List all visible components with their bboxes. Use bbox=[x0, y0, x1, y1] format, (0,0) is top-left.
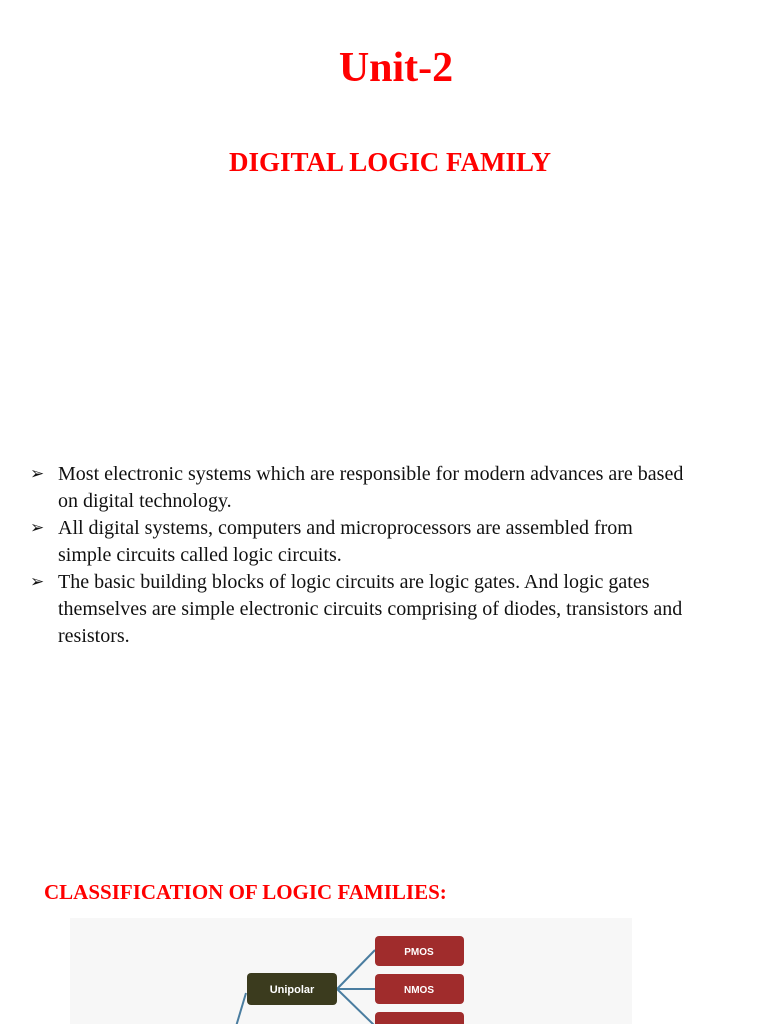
bullet-text: Most electronic systems which are responsible for modern advances are based on digital technology. bbox=[58, 463, 684, 512]
bullet-text: The basic building blocks of logic circuits are logic gates. And logic gates themselves are simple electronic circuits comprising of diodes, transistors and resistors. bbox=[58, 571, 683, 647]
unipolar-label: Unipolar bbox=[269, 984, 315, 996]
page-subtitle: DIGITAL LOGIC FAMILY bbox=[228, 147, 552, 177]
nmos-node bbox=[375, 974, 464, 1004]
classification-diagram bbox=[70, 918, 632, 1024]
connector-root-to-unipolar bbox=[220, 993, 246, 1024]
third-child-node bbox=[375, 1012, 464, 1024]
bullet-text: All digital systems, computers and microprocessors are assembled from simple circuits called logic circuits. bbox=[58, 517, 633, 566]
unipolar-node bbox=[247, 973, 337, 1005]
page-title: Unit-2 bbox=[338, 45, 454, 91]
connector-unipolar-to-pmos bbox=[337, 950, 375, 989]
connector-unipolar-to-third bbox=[337, 989, 375, 1024]
pmos-label: PMOS bbox=[404, 947, 434, 958]
arrowhead-bullet-icon: ➢ bbox=[30, 572, 45, 592]
bullet-item bbox=[30, 515, 690, 569]
arrowhead-bullet-icon: ➢ bbox=[30, 464, 45, 484]
bullet-item bbox=[30, 461, 690, 515]
arrowhead-bullet-icon: ➢ bbox=[30, 518, 45, 538]
bullet-list bbox=[30, 461, 690, 650]
section-heading: CLASSIFICATION OF LOGIC FAMILIES: bbox=[44, 880, 447, 904]
bullet-item bbox=[30, 569, 690, 650]
nmos-label: NMOS bbox=[404, 985, 434, 996]
pmos-node bbox=[375, 936, 464, 966]
